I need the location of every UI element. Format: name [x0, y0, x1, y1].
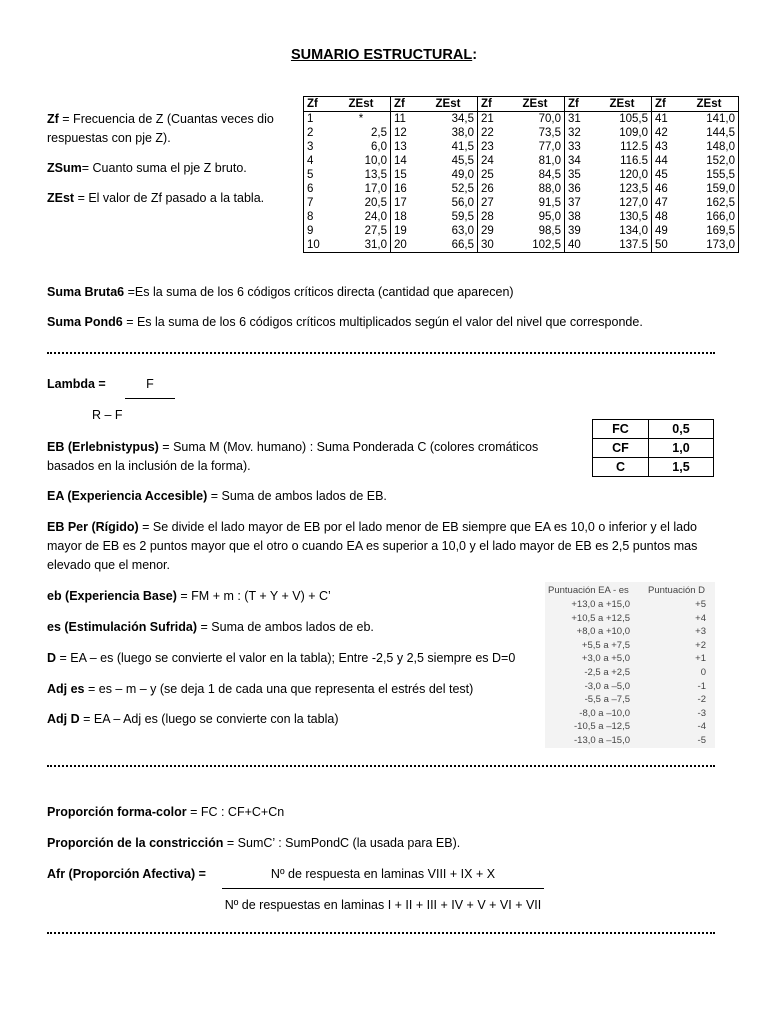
lambda-fraction-bar: [125, 398, 175, 399]
fc-value-cell: 1,0: [649, 439, 714, 458]
zest-cell: 34,5: [419, 112, 478, 127]
zf-table-row: [304, 112, 739, 127]
puntuacion-d-value: -3: [697, 707, 706, 719]
pcon-text: = SumC’ : SumPondC (la usada para EB).: [223, 836, 461, 850]
ea-label: EA (Experiencia Accesible): [47, 489, 208, 503]
zf-cell: 13: [394, 141, 407, 153]
zf-cell: 35: [568, 169, 581, 181]
ea-definition: [47, 489, 387, 503]
puntuacion-range: -5,5 a –7,5: [584, 694, 630, 706]
zest-label: ZEst: [47, 191, 75, 205]
zf-cell: 19: [394, 225, 407, 237]
puntuacion-header-ea: Puntuación EA - es: [548, 585, 629, 596]
puntuacion-range: -10,5 a –12,5: [574, 721, 630, 733]
zest-cell: 2,5: [332, 126, 391, 140]
zf-cell: 16: [394, 183, 407, 195]
zf-cell: 4: [307, 155, 314, 167]
afr-label-text: Afr (Proporción Afectiva) =: [47, 867, 206, 881]
zsum-label: ZSum: [47, 161, 82, 175]
zest-cell: 120,0: [593, 168, 652, 182]
eb-text: = Suma M (Mov. humano) : Suma Ponderada C (colores cromáticos basados en la inclusión de la forma).: [47, 440, 539, 473]
zest-cell: 63,0: [419, 224, 478, 238]
title-text: SUMARIO ESTRUCTURAL: [290, 47, 473, 63]
zf-cell: 33: [568, 141, 581, 153]
zf-cell: 34: [568, 155, 581, 167]
zf-cell: 15: [394, 169, 407, 181]
zest-cell: 173,0: [706, 239, 735, 251]
zf-cell: 43: [655, 141, 668, 153]
puntuacion-d-value: +5: [695, 599, 706, 610]
zf-cell: 46: [655, 183, 668, 195]
adj-d-text: = EA – Adj es (luego se convierte con la tabla): [79, 712, 339, 726]
zest-cell: 73,5: [506, 126, 565, 140]
zf-table-row: [304, 224, 739, 238]
adj-d-label: Adj D: [47, 712, 80, 726]
zest-text: = El valor de Zf pasado a la tabla.: [74, 191, 265, 205]
d-text: = EA – es (luego se convierte el valor en la tabla); Entre -2,5 y 2,5 siempre es D=0: [56, 651, 516, 665]
zsum-definition: [47, 161, 247, 175]
fc-table-row: [593, 439, 714, 458]
zest-cell: 13,5: [332, 168, 391, 182]
pfc-label: Proporción forma-color: [47, 805, 187, 819]
zest-cell: 52,5: [419, 182, 478, 196]
zf-cell: 28: [481, 211, 494, 223]
zf-cell: 18: [394, 211, 407, 223]
zest-cell: 137.5: [593, 238, 652, 253]
zf-cell: 22: [481, 127, 494, 139]
zest-cell: 20,5: [332, 196, 391, 210]
zf-column-header: Zf: [307, 98, 318, 110]
adj-es-text: = es – m – y (se deja 1 de cada una que representa el estrés del test): [84, 682, 474, 696]
zest-cell: 17,0: [332, 182, 391, 196]
suma-pond-line: [47, 315, 643, 329]
zest-cell: 95,0: [506, 210, 565, 224]
es-label: es (Estimulación Sufrida): [47, 620, 198, 634]
zest-cell: 24,0: [332, 210, 391, 224]
zf-table-row: [304, 154, 739, 168]
zf-cell: 3: [307, 141, 314, 153]
zest-cell: 169,5: [706, 225, 735, 237]
title-colon: :: [472, 47, 478, 63]
fc-value-cell: 1,5: [649, 458, 714, 477]
proporcion-constriccion: [47, 836, 460, 850]
zf-table-row: [304, 182, 739, 196]
zest-cell: 31,0: [332, 238, 391, 253]
zest-column-header: ZEst: [506, 97, 565, 112]
zf-cell: 40: [568, 239, 581, 251]
dotted-divider-2: [47, 765, 715, 767]
puntuacion-d-value: +4: [695, 612, 706, 624]
zf-cell: 47: [655, 197, 668, 209]
zest-cell: 109,0: [593, 126, 652, 140]
puntuacion-conversion-table: [545, 582, 715, 748]
page-title: [0, 47, 768, 63]
afr-denominator: Nº de respuestas en laminas I + II + III + IV + V + VI + VII: [224, 898, 542, 912]
es-text: = Suma de ambos lados de eb.: [197, 620, 374, 634]
puntuacion-d-value: +2: [695, 639, 706, 651]
ebper-definition: [47, 518, 717, 575]
puntuacion-d-value: +3: [695, 626, 706, 638]
puntuacion-range: -2,5 a +2,5: [584, 667, 630, 678]
fc-key-cell: FC: [593, 420, 649, 439]
zest-cell: 91,5: [506, 196, 565, 210]
zest-cell: 10,0: [332, 154, 391, 168]
lambda-denominator: R – F: [92, 408, 123, 422]
zf-cell: 5: [307, 169, 314, 181]
d-label: D: [47, 651, 57, 665]
lambda-label-text: Lambda =: [47, 377, 106, 391]
ea-text: = Suma de ambos lados de EB.: [207, 489, 387, 503]
zf-cell: 24: [481, 155, 494, 167]
zf-table-body: [304, 112, 739, 253]
zf-cell: 48: [655, 211, 668, 223]
zf-table-row: [304, 140, 739, 154]
fc-key-cell: CF: [593, 439, 649, 458]
zf-cell: 37: [568, 197, 581, 209]
zf-cell: 8: [307, 211, 314, 223]
fc-key-cell: C: [593, 458, 649, 477]
zest-cell: 98,5: [506, 224, 565, 238]
afr-fraction-bar: [222, 888, 544, 889]
zf-cell: 23: [481, 141, 494, 153]
zf-table-header: [304, 97, 739, 112]
zf-column-header: Zf: [394, 98, 405, 110]
zest-cell: 102,5: [506, 238, 565, 253]
zf-cell: 50: [655, 239, 668, 251]
zf-table-row: [304, 168, 739, 182]
zf-cell: 31: [568, 113, 581, 125]
zf-cell: 38: [568, 211, 581, 223]
eb-base-label: eb (Experiencia Base): [47, 589, 177, 603]
zest-cell: 27,5: [332, 224, 391, 238]
zf-column-header: Zf: [568, 98, 579, 110]
zest-cell: 159,0: [706, 183, 735, 195]
puntuacion-range: +3,0 a +5,0: [581, 653, 630, 665]
zf-table-row: [304, 196, 739, 210]
zest-cell: 127,0: [593, 196, 652, 210]
zest-cell: *: [332, 112, 391, 127]
eb-definition: [47, 438, 567, 476]
puntuacion-d-value: +1: [695, 653, 706, 665]
suma-pond-label: Suma Pond6: [47, 315, 123, 329]
zf-cell: 14: [394, 155, 407, 167]
zf-label: Zf: [47, 112, 59, 126]
zest-cell: 77,0: [506, 140, 565, 154]
fc-table-row: [593, 458, 714, 477]
fc-table-row: [593, 420, 714, 439]
puntuacion-range: -8,0 a –10,0: [579, 707, 630, 719]
zf-cell: 49: [655, 225, 668, 237]
suma-pond-text: = Es la suma de los 6 códigos críticos multiplicados según el valor del nivel que corresponde.: [122, 315, 643, 329]
zf-cell: 25: [481, 169, 494, 181]
lambda-label: [47, 377, 106, 391]
zf-cell: 26: [481, 183, 494, 195]
zf-table-row: [304, 126, 739, 140]
puntuacion-d-value: -5: [697, 735, 706, 746]
lambda-numerator: F: [146, 377, 154, 391]
zf-cell: 12: [394, 127, 407, 139]
zf-text: = Frecuencia de Z (Cuantas veces dio respuestas con pje Z).: [47, 112, 274, 145]
pfc-text: = FC : CF+C+Cn: [186, 805, 285, 819]
zest-cell: 56,0: [419, 196, 478, 210]
zest-cell: 130,5: [593, 210, 652, 224]
eb-base-definition: [47, 589, 331, 603]
zest-cell: 116.5: [593, 154, 652, 168]
zf-cell: 30: [481, 239, 494, 251]
zf-zest-table: [303, 96, 739, 253]
zest-column-header: ZEst: [696, 98, 722, 110]
zest-cell: 152,0: [706, 155, 735, 167]
adj-d-definition: [47, 712, 338, 726]
zf-column-header: Zf: [655, 98, 666, 110]
zf-cell: 21: [481, 113, 494, 125]
zest-cell: 84,5: [506, 168, 565, 182]
puntuacion-d-value: -4: [697, 721, 706, 733]
zest-cell: 81,0: [506, 154, 565, 168]
zest-cell: 105,5: [593, 112, 652, 127]
suma-bruta-text: =Es la suma de los 6 códigos críticos directa (cantidad que aparecen): [124, 285, 514, 299]
zf-cell: 7: [307, 197, 314, 209]
zest-cell: 66,5: [419, 238, 478, 253]
puntuacion-range: +5,5 a +7,5: [581, 639, 630, 651]
zf-cell: 17: [394, 197, 407, 209]
zf-cell: 42: [655, 127, 668, 139]
puntuacion-range: +13,0 a +15,0: [571, 599, 630, 610]
zf-cell: 9: [307, 225, 314, 237]
fc-weight-table: [592, 419, 714, 477]
es-definition: [47, 620, 374, 634]
zest-cell: 155,5: [706, 169, 735, 181]
eb-label: EB (Erlebnistypus): [47, 440, 159, 454]
zest-column-header: ZEst: [593, 97, 652, 112]
zf-cell: 45: [655, 169, 668, 181]
fc-table-body: [593, 420, 714, 477]
puntuacion-range: -3,0 a –5,0: [584, 680, 630, 692]
zest-cell: 144,5: [706, 127, 735, 139]
zest-definition: [47, 191, 264, 205]
adj-es-definition: [47, 682, 473, 696]
zf-table-row: [304, 238, 739, 253]
ebper-label: EB Per (Rígido): [47, 520, 139, 534]
fc-value-cell: 0,5: [649, 420, 714, 439]
zf-definition: [47, 110, 287, 148]
puntuacion-d-value: -2: [697, 694, 706, 706]
zest-cell: 148,0: [706, 141, 735, 153]
puntuacion-d-value: 0: [700, 667, 706, 678]
zest-cell: 134,0: [593, 224, 652, 238]
pcon-label: Proporción de la constricción: [47, 836, 224, 850]
eb-base-text: = FM + m : (T + Y + V) + C’: [176, 589, 331, 603]
zf-cell: 20: [394, 239, 407, 251]
zf-column-header: Zf: [481, 98, 492, 110]
zest-cell: 123,5: [593, 182, 652, 196]
zf-cell: 36: [568, 183, 581, 195]
zest-cell: 41,5: [419, 140, 478, 154]
zest-cell: 88,0: [506, 182, 565, 196]
zf-cell: 32: [568, 127, 581, 139]
suma-bruta-line: [47, 285, 514, 299]
zest-cell: 112.5: [593, 140, 652, 154]
zf-cell: 1: [307, 113, 314, 125]
zest-cell: 6,0: [332, 140, 391, 154]
zf-table-row: [304, 210, 739, 224]
ebper-text: = Se divide el lado mayor de EB por el lado menor de EB siempre que EA es 10,0 o inferior y el lado mayor de EB es 2 puntos mayor que el otro o cuando EA es superior a 10,0 y el lado mayor de EB es 2,5 puntos mas elevado que el menor.: [47, 520, 698, 572]
afr-label: [47, 867, 206, 881]
zest-cell: 166,0: [706, 211, 735, 223]
zf-cell: 10: [307, 239, 320, 251]
zest-cell: 70,0: [506, 112, 565, 127]
zf-cell: 29: [481, 225, 494, 237]
zest-column-header: ZEst: [419, 97, 478, 112]
puntuacion-range: +8,0 a +10,0: [576, 626, 630, 638]
adj-es-label: Adj es: [47, 682, 85, 696]
zest-cell: 59,5: [419, 210, 478, 224]
puntuacion-d-value: -1: [697, 680, 706, 692]
zest-column-header: ZEst: [332, 97, 391, 112]
puntuacion-range: +10,5 a +12,5: [571, 612, 630, 624]
puntuacion-header-d: Puntuación D: [648, 585, 706, 596]
dotted-divider-3: [47, 932, 715, 934]
zf-cell: 39: [568, 225, 581, 237]
zf-cell: 6: [307, 183, 314, 195]
d-definition: [47, 651, 515, 665]
zf-cell: 27: [481, 197, 494, 209]
zf-cell: 2: [307, 127, 314, 139]
zf-cell: 11: [394, 113, 406, 125]
afr-numerator: Nº de respuesta en laminas VIII + IX + X: [270, 867, 496, 881]
zest-cell: 162,5: [706, 197, 735, 209]
zf-cell: 44: [655, 155, 668, 167]
zest-cell: 38,0: [419, 126, 478, 140]
zsum-text: = Cuanto suma el pje Z bruto.: [81, 161, 247, 175]
zest-cell: 49,0: [419, 168, 478, 182]
proporcion-forma-color: [47, 805, 284, 819]
zest-cell: 45,5: [419, 154, 478, 168]
zest-cell: 141,0: [706, 113, 735, 125]
puntuacion-range: -13,0 a –15,0: [574, 735, 630, 746]
suma-bruta-label: Suma Bruta6: [47, 285, 125, 299]
dotted-divider-1: [47, 352, 715, 354]
zf-cell: 41: [655, 113, 668, 125]
